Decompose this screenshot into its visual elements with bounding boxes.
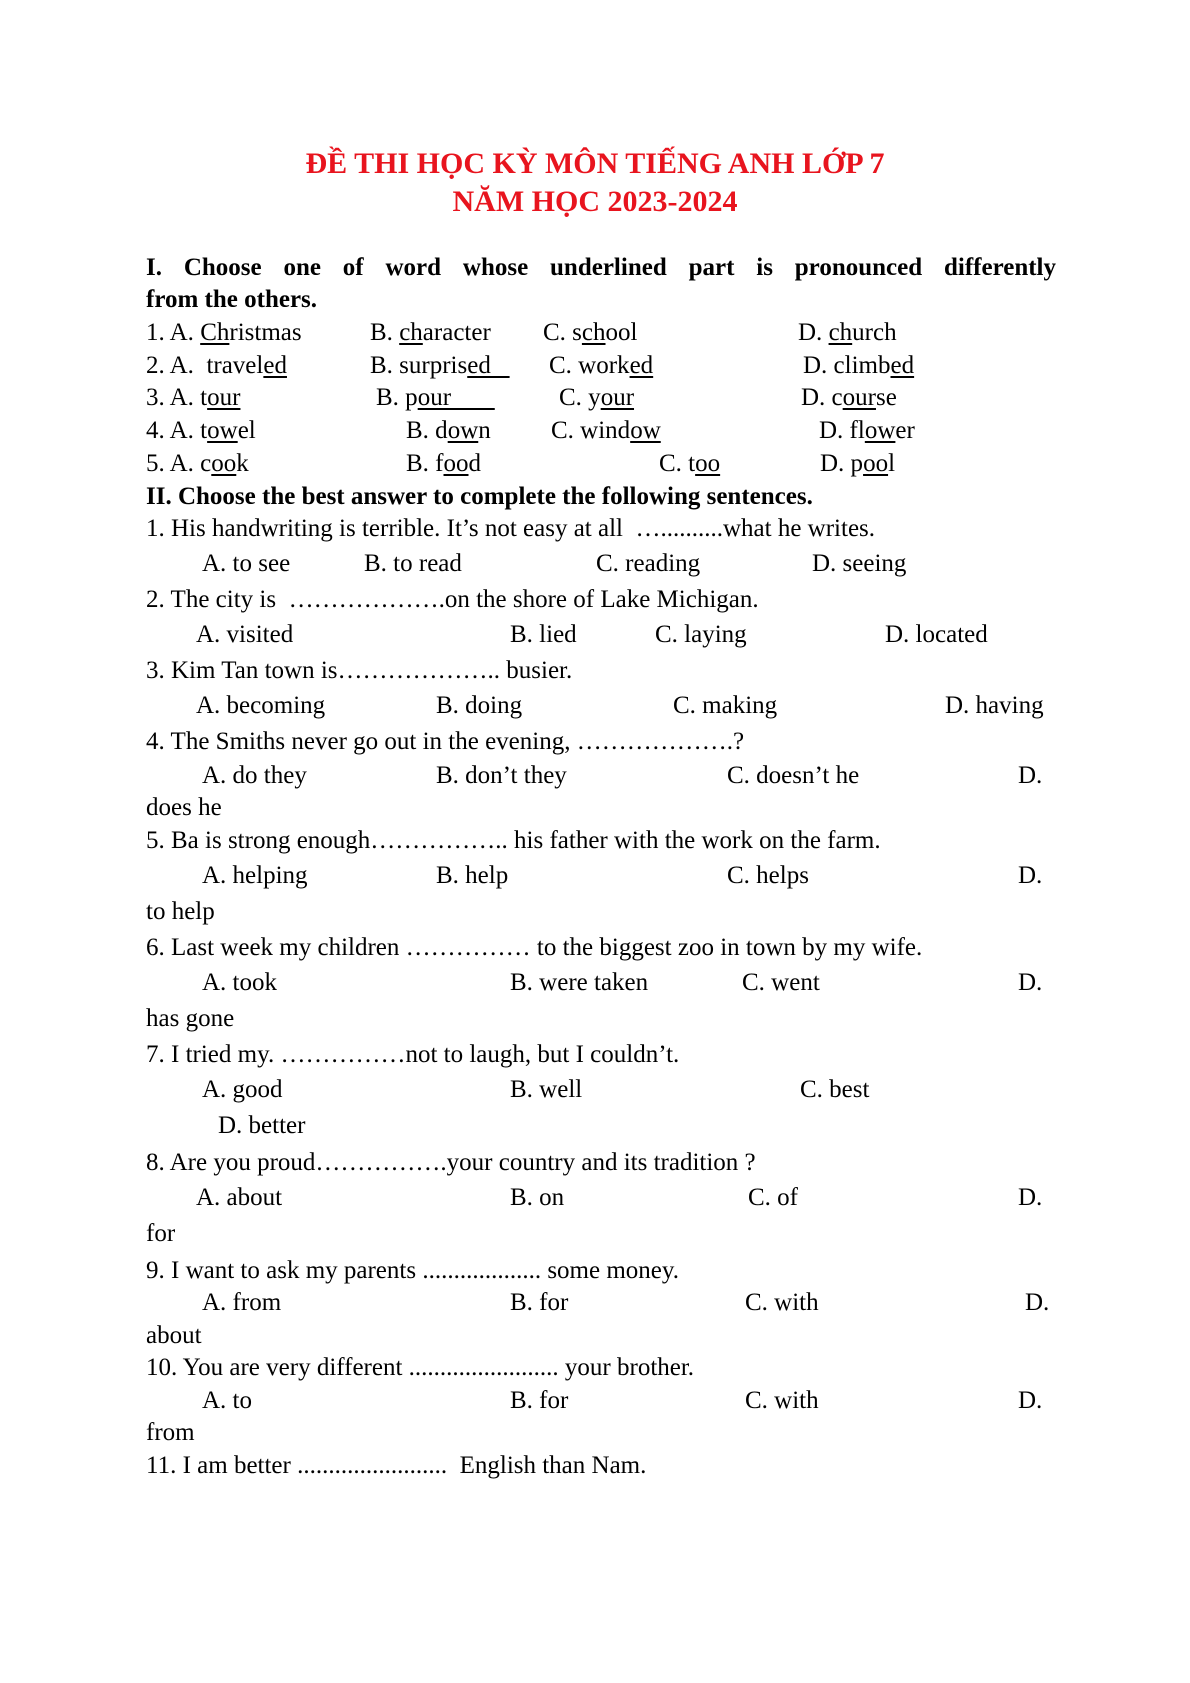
s2-q11-stem: 11. I am better ........................ English than Nam.: [146, 1452, 647, 1479]
s2-q3-option-a: A. becoming: [196, 692, 326, 719]
section2-heading: II. Choose the best answer to complete the following sentences.: [146, 483, 813, 510]
section1-heading-cont: from the others.: [146, 286, 318, 313]
s1-q3-d: D. course: [801, 384, 897, 411]
s2-q8-option-c: C. of: [748, 1184, 798, 1211]
s2-q1-option-b: B. to read: [364, 550, 462, 577]
s2-q7-option-d: D. better: [218, 1112, 306, 1139]
s2-q9-option-d: D.: [1025, 1289, 1050, 1316]
exam-title: ĐỀ THI HỌC KỲ MÔN TIẾNG ANH LỚP 7: [305, 147, 885, 180]
s2-q5-option-b: B. help: [436, 862, 509, 889]
s2-q4-option-d: D.: [1018, 762, 1043, 789]
s2-q10-option-b: B. for: [510, 1387, 569, 1414]
s2-q6-stem: 6. Last week my children …………… to the biggest zoo in town by my wife.: [146, 934, 923, 961]
s2-q5-option-d-text: to help: [146, 898, 215, 925]
s2-q7-option-b: B. well: [510, 1076, 583, 1103]
s2-q6-option-d: D.: [1018, 969, 1043, 996]
s2-q4-option-d-text: does he: [146, 794, 222, 821]
s2-q3-option-d: D. having: [945, 692, 1044, 719]
s2-q9-stem: 9. I want to ask my parents ................... some money.: [146, 1257, 680, 1284]
s1-q2-d: D. climbed: [803, 352, 915, 379]
s2-q10-option-c: C. with: [745, 1387, 819, 1414]
s2-q3-stem: 3. Kim Tan town is……………….. busier.: [146, 657, 573, 684]
s1-q5-d: D. pool: [820, 450, 896, 477]
school-year: NĂM HỌC 2023-2024: [452, 185, 738, 218]
s2-q3-option-c: C. making: [673, 692, 778, 719]
s2-q7-option-c: C. best: [800, 1076, 870, 1103]
s2-q6-option-a: A. took: [202, 969, 277, 996]
s2-q1-option-a: A. to see: [202, 550, 291, 577]
s2-q7-stem: 7. I tried my. ……………not to laugh, but I couldn’t.: [146, 1041, 680, 1068]
s1-q4-b: B. down: [406, 417, 491, 444]
s2-q2-option-d: D. located: [885, 621, 988, 648]
s1-q1-a: 1. A. Christmas: [146, 319, 302, 346]
s1-q5-b: B. food: [406, 450, 481, 477]
s2-q5-stem: 5. Ba is strong enough…………….. his father with the work on the farm.: [146, 827, 881, 854]
s2-q2-option-c: C. laying: [655, 621, 747, 648]
s2-q4-stem: 4. The Smiths never go out in the evening, ……………….?: [146, 728, 745, 755]
s2-q4-option-b: B. don’t they: [436, 762, 567, 789]
s1-q2-b: B. surprised: [370, 352, 510, 379]
s1-q3-b: B. pour: [376, 384, 495, 411]
s2-q10-stem: 10. You are very different ........................ your brother.: [146, 1354, 695, 1381]
s2-q7-option-a: A. good: [202, 1076, 283, 1103]
s2-q9-option-b: B. for: [510, 1289, 569, 1316]
s1-q4-d: D. flower: [819, 417, 915, 444]
s1-q4-a: 4. A. towel: [146, 417, 256, 444]
s1-q3-a: 3. A. tour: [146, 384, 241, 411]
s2-q1-stem: 1. His handwriting is terrible. It’s not easy at all …..........what he writes.: [146, 515, 876, 542]
s2-q8-stem: 8. Are you proud…………….your country and its tradition ?: [146, 1149, 756, 1176]
s2-q2-option-b: B. lied: [510, 621, 577, 648]
s2-q9-option-c: C. with: [745, 1289, 819, 1316]
s2-q3-option-b: B. doing: [436, 692, 523, 719]
s2-q4-option-a: A. do they: [202, 762, 307, 789]
s2-q4-option-c: C. doesn’t he: [727, 762, 860, 789]
s2-q8-option-a: A. about: [196, 1184, 283, 1211]
s2-q6-option-b: B. were taken: [510, 969, 649, 996]
s2-q10-option-d-text: from: [146, 1419, 195, 1446]
s2-q5-option-c: C. helps: [727, 862, 809, 889]
s1-q3-c: C. your: [559, 384, 635, 411]
s2-q10-option-d: D.: [1018, 1387, 1043, 1414]
s1-q5-a: 5. A. cook: [146, 450, 249, 477]
s2-q2-option-a: A. visited: [196, 621, 294, 648]
section1-heading: I. Choose one of word whose underlined part is pronounced differently: [146, 254, 1056, 281]
s1-q1-d: D. church: [798, 319, 897, 346]
s2-q8-option-d: D.: [1018, 1184, 1043, 1211]
s1-q2-a: 2. A. traveled: [146, 352, 287, 379]
s1-q1-c: C. school: [543, 319, 638, 346]
s1-q1-b: B. character: [370, 319, 491, 346]
s2-q8-option-d-text: for: [146, 1220, 176, 1247]
s2-q2-stem: 2. The city is ……………….on the shore of Lake Michigan.: [146, 586, 759, 613]
s1-q5-c: C. too: [659, 450, 721, 477]
s1-q4-c: C. window: [551, 417, 661, 444]
s2-q5-option-a: A. helping: [202, 862, 308, 889]
s2-q1-option-c: C. reading: [596, 550, 701, 577]
s2-q1-option-d: D. seeing: [812, 550, 907, 577]
s2-q5-option-d: D.: [1018, 862, 1043, 889]
s2-q10-option-a: A. to: [202, 1387, 252, 1414]
s2-q9-option-d-text: about: [146, 1322, 202, 1349]
s2-q8-option-b: B. on: [510, 1184, 565, 1211]
s2-q9-option-a: A. from: [202, 1289, 282, 1316]
s2-q6-option-c: C. went: [742, 969, 820, 996]
s1-q2-c: C. worked: [549, 352, 654, 379]
s2-q6-option-d-text: has gone: [146, 1005, 235, 1032]
